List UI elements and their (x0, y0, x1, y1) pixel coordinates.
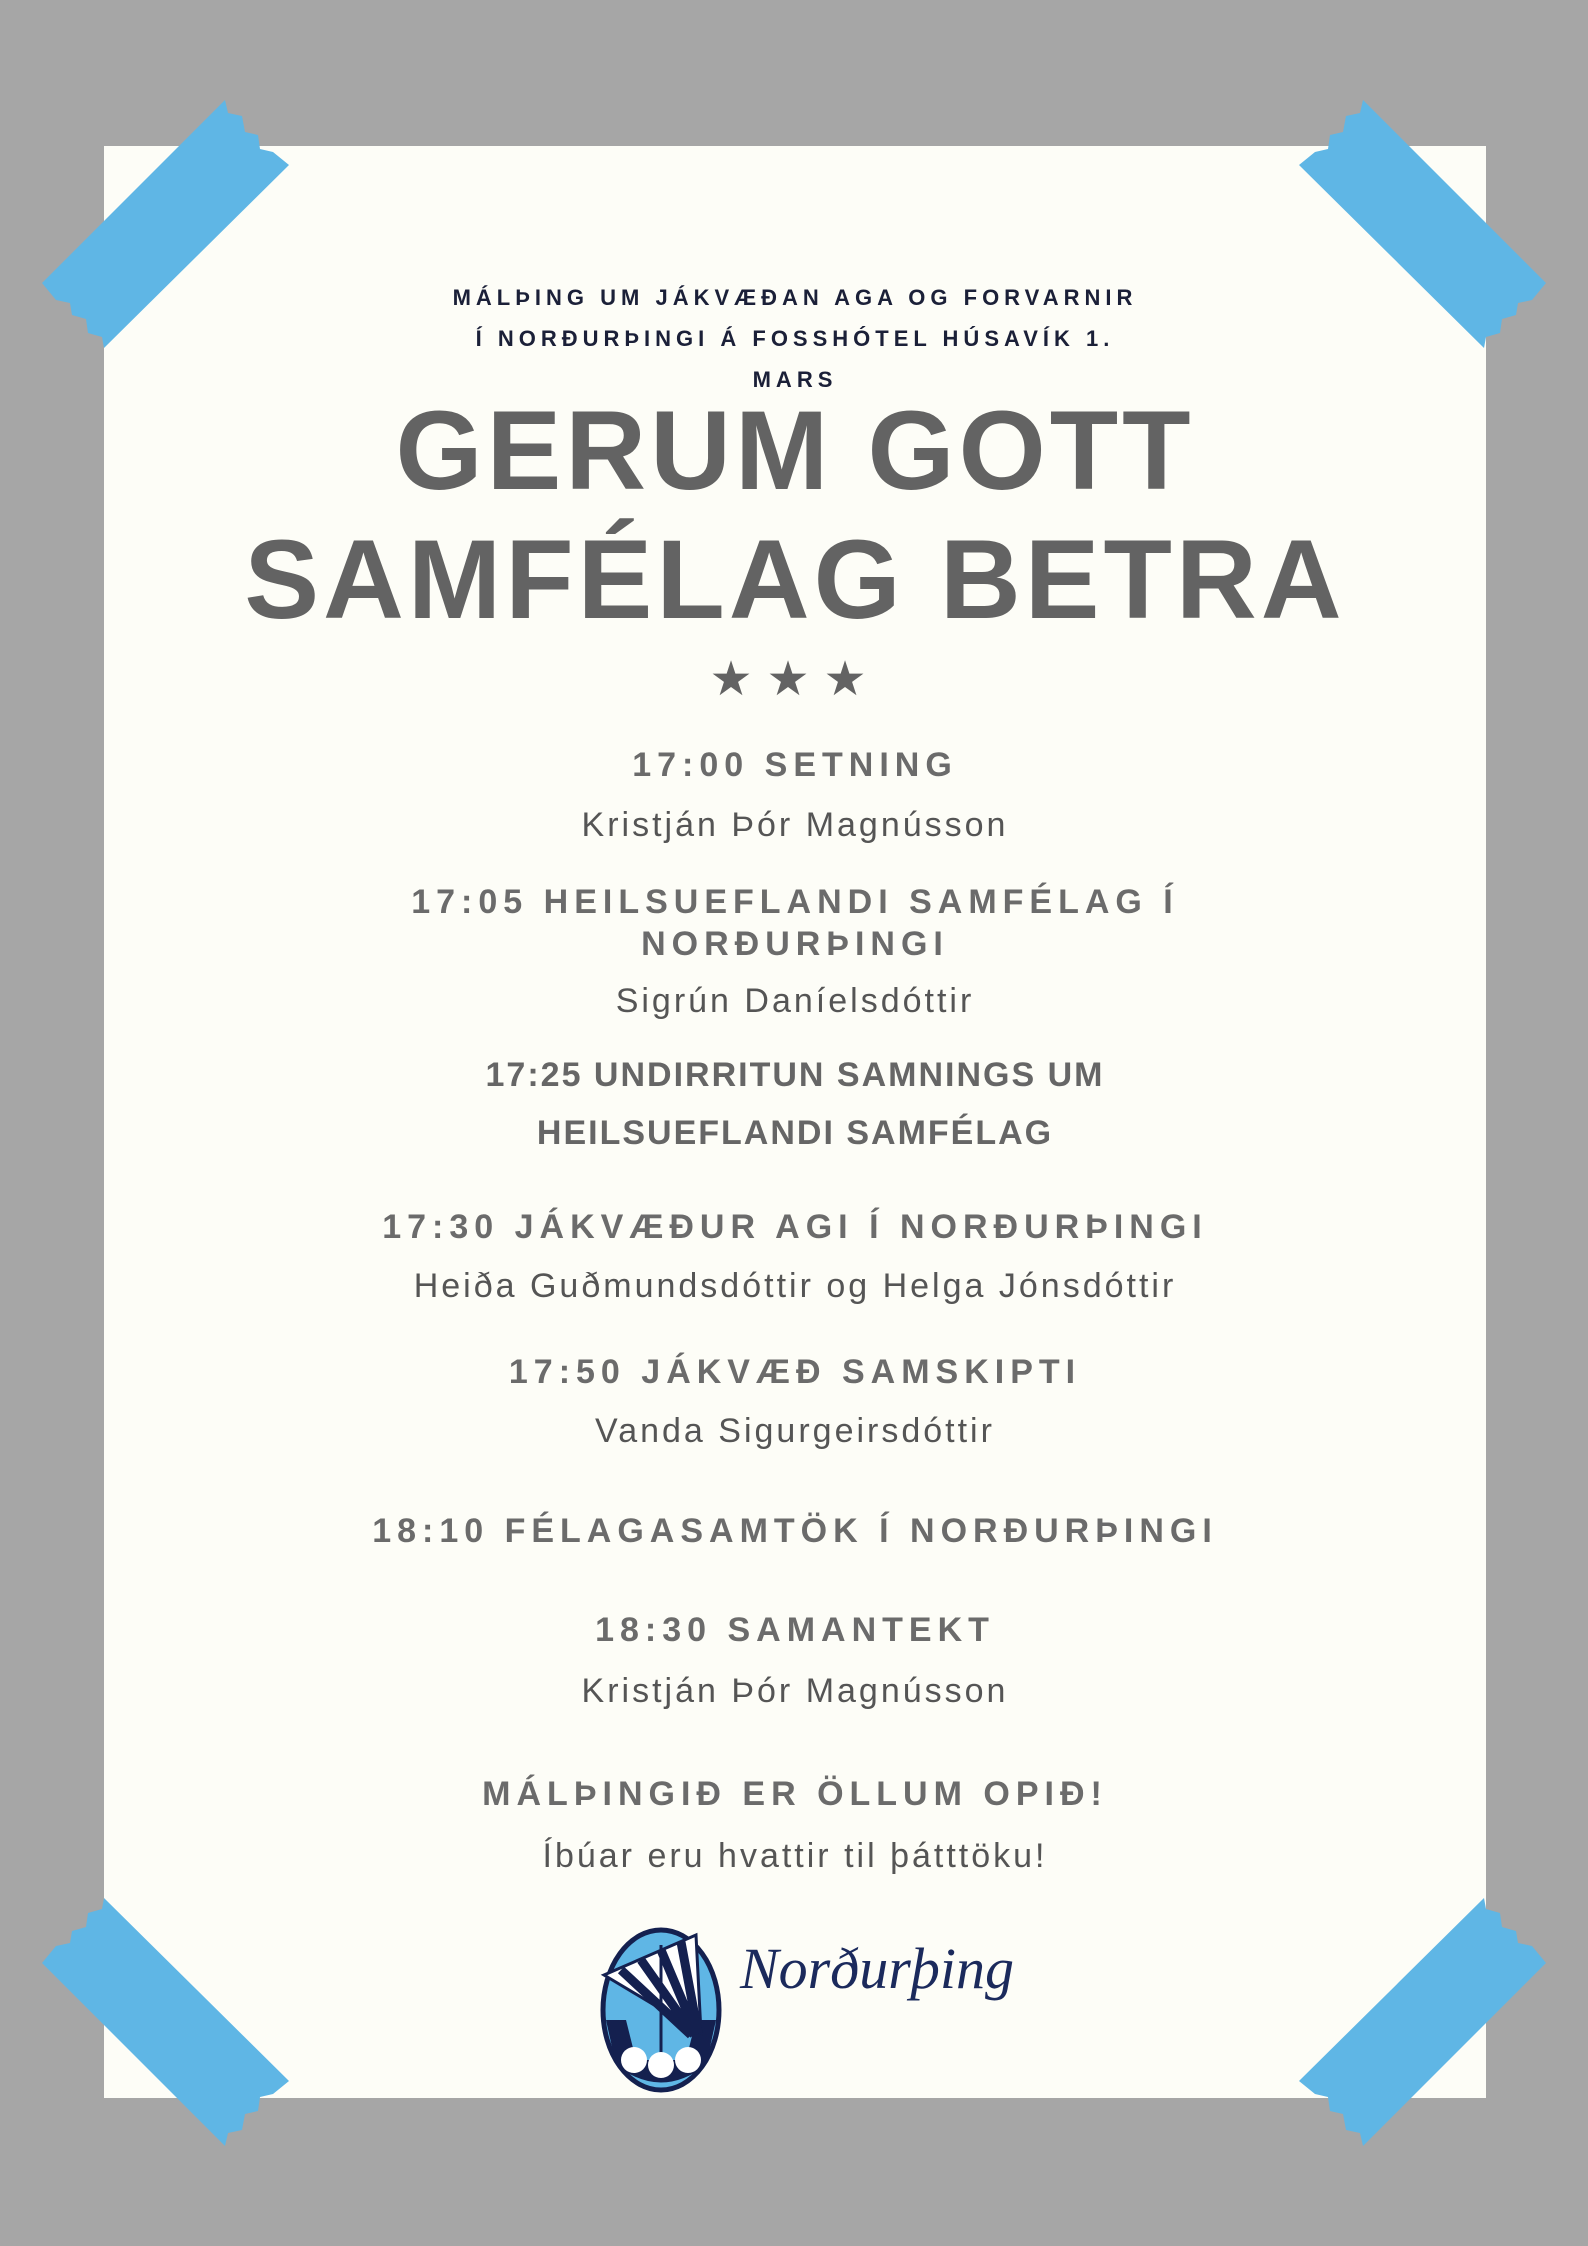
logo-text: Norðurþing (740, 1936, 1014, 2001)
agenda-speaker: Vanda Sigurgeirsdóttir (595, 1412, 995, 1450)
closing-heading: MÁLÞINGIÐ ER ÖLLUM OPIÐ! (482, 1775, 1108, 1813)
subtitle-line-2: Í NORÐURÞINGI Á FOSSHÓTEL HÚSAVÍK 1. (475, 326, 1115, 351)
title-line-2: SAMFÉLAG BETRA (244, 517, 1346, 642)
agenda-heading: 17:25 UNDIRRITUN SAMNINGS UM (485, 1056, 1105, 1094)
agenda-heading: 18:30 SAMANTEKT (595, 1611, 995, 1649)
agenda-heading: NORÐURÞINGI (641, 925, 949, 963)
agenda-speaker: Sigrún Daníelsdóttir (615, 982, 975, 1020)
nordurthing-logo-icon (596, 1925, 726, 2095)
closing-text: Íbúar eru hvattir til þátttöku! (542, 1837, 1048, 1875)
agenda-heading: 17:50 JÁKVÆÐ SAMSKIPTI (508, 1353, 1082, 1391)
agenda-heading: 17:05 HEILSUEFLANDI SAMFÉLAG Í (411, 883, 1179, 921)
subtitle-line-1: MÁLÞING UM JÁKVÆÐAN AGA OG FORVARNIR (452, 285, 1138, 310)
agenda-heading: 18:10 FÉLAGASAMTÖK Í NORÐURÞINGI (372, 1512, 1218, 1550)
agenda-speaker: Kristján Þór Magnússon (581, 806, 1009, 844)
agenda-heading: 17:00 SETNING (632, 746, 958, 784)
subtitle-line-3: MARS (752, 367, 838, 392)
title-line-1: GERUM GOTT (395, 388, 1195, 513)
agenda-speaker: Heiða Guðmundsdóttir og Helga Jónsdóttir (413, 1267, 1177, 1305)
agenda-heading: HEILSUEFLANDI SAMFÉLAG (536, 1114, 1054, 1152)
agenda-heading: 17:30 JÁKVÆÐUR AGI Í NORÐURÞINGI (382, 1208, 1208, 1246)
stars-icon: ★★★ (709, 653, 881, 706)
agenda-speaker: Kristján Þór Magnússon (581, 1672, 1009, 1710)
